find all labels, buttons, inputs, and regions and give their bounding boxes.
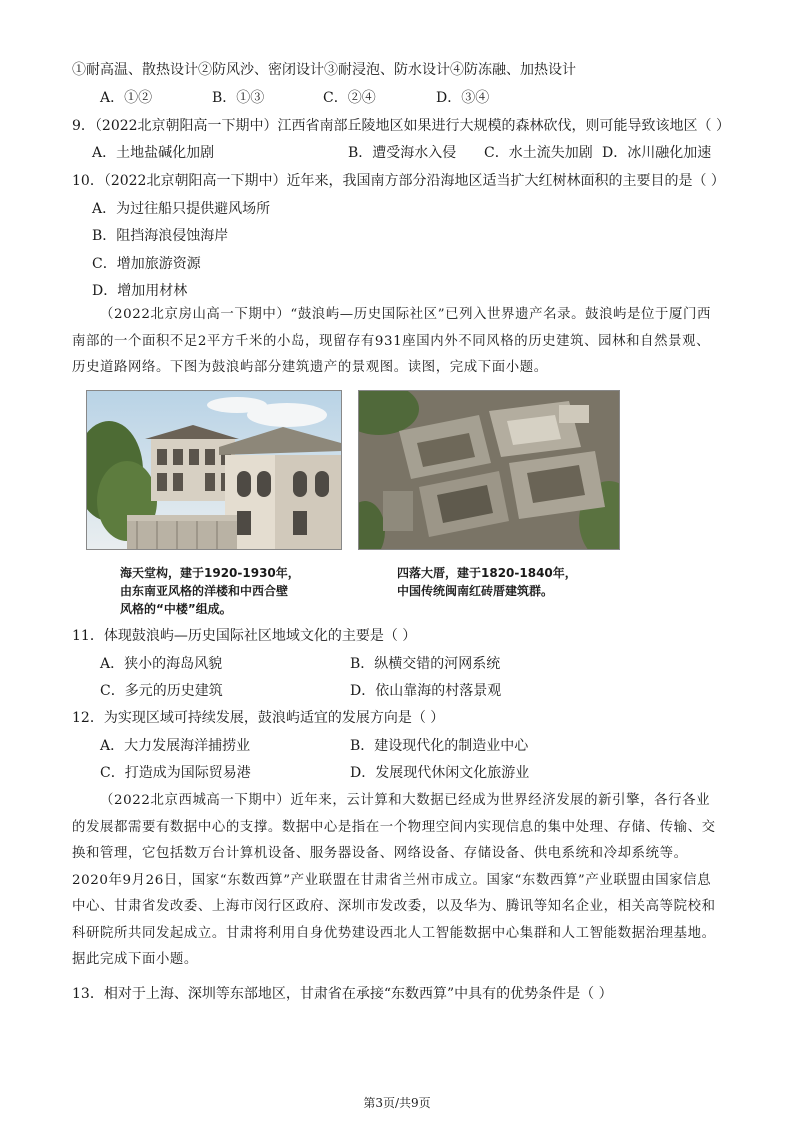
q10-option-d: D．增加用材林 [92, 283, 188, 299]
siluo-dacuo-photo [358, 390, 620, 550]
q8-items: ①耐高温、散热设计②防风沙、密闭设计③耐浸泡、防水设计④防冻融、加热设计 [72, 62, 576, 78]
caption-right-line-2: 中国传统闽南红砖厝建筑群。 [397, 584, 554, 598]
building-photo-illustration [87, 391, 341, 549]
q11-option-d: D．依山靠海的村落景观 [350, 683, 502, 699]
q11-option-c: C．多元的历史建筑 [100, 683, 223, 699]
aerial-photo-illustration [359, 391, 619, 549]
passage-east-data-west-compute: （2022北京西城高一下期中）近年来，云计算和大数据已经成为世界经济发展的新引擎，各行各业的发展都需要有数据中心的支撑。数据中心是指在一个物理空间内实现信息的集中处理、存储、传输、交换和管理，它包括数万台计算机设备、服务器设备、网络设备、存储设备、供电系统和冷却系统等。2020年9月26日，国家“东数西算”产业联盟在甘肃省兰州市成立。国家“东数西算”产业联盟由国家信息中心、甘肃省发改委、上海市闵行区政府、深圳市发改委，以及华为、腾讯等知名企业，相关高等院校和科研院所共同发起成立。甘肃将利用自身优势建设西北人工智能数据中心集群和人工智能数据治理基地。据此完成下面小题。 [72, 793, 716, 967]
q9-stem: 9．（2022北京朝阳高一下期中）江西省南部丘陵地区如果进行大规模的森林砍伐，则可能导致该地区（ ） [72, 118, 730, 134]
q8-option-b: B．①③ [212, 90, 265, 106]
q12-option-c: C．打造成为国际贸易港 [100, 765, 251, 781]
q12-stem: 12．为实现区域可持续发展，鼓浪屿适宜的发展方向是（ ） [72, 710, 445, 726]
caption-left-line-1: 海天堂构，建于1920-1930年， [120, 566, 300, 580]
passage-gulangyu: （2022北京房山高一下期中）“鼓浪屿—历史国际社区”已列入世界遗产名录。鼓浪屿是位于厦门西南部的一个面积不足2平方千米的小岛，现留存有931座国内外不同风格的历史建筑、园林和自然景观、历史道路网络。下图为鼓浪屿部分建筑遗产的景观图。读图，完成下面小题。 [72, 307, 711, 375]
q9-option-c: C．水土流失加剧 [484, 145, 593, 161]
q12-option-a: A．大力发展海洋捕捞业 [100, 738, 251, 754]
q8-option-a: A．①② [100, 90, 153, 106]
q10-stem: 10．（2022北京朝阳高一下期中）近年来，我国南方部分沿海地区适当扩大红树林面积的主要目的是（ ） [72, 173, 725, 189]
page-number: 第3页/共9页 [363, 1096, 431, 1110]
q10-option-b: B．阻挡海浪侵蚀海岸 [92, 228, 229, 244]
caption-left-line-2: 由东南亚风格的洋楼和中西合壁 [120, 584, 289, 598]
q10-option-a: A．为过往船只提供避风场所 [92, 201, 271, 217]
q9-option-b: B．遭受海水入侵 [348, 145, 457, 161]
q12-option-d: D．发展现代休闲文化旅游业 [350, 765, 530, 781]
caption-right-line-1: 四落大厝，建于1820-1840年， [397, 566, 577, 580]
q8-option-d: D．③④ [436, 90, 490, 106]
q11-stem: 11．体现鼓浪屿—历史国际社区地域文化的主要是（ ） [72, 628, 417, 644]
q8-option-c: C．②④ [323, 90, 376, 106]
q11-option-b: B．纵横交错的河网系统 [350, 656, 501, 672]
q9-option-d: D．冰川融化加速 [602, 145, 712, 161]
caption-right [397, 564, 577, 600]
q12-option-b: B．建设现代化的制造业中心 [350, 738, 529, 754]
q11-option-a: A．狭小的海岛风貌 [100, 656, 223, 672]
q9-option-a: A．土地盐碱化加剧 [92, 145, 215, 161]
caption-left [120, 564, 300, 618]
caption-left-line-3: 风格的“中楼”组成。 [120, 602, 232, 616]
q10-option-c: C．增加旅游资源 [92, 256, 201, 272]
q13-stem: 13．相对于上海、深圳等东部地区，甘肃省在承接“东数西算”中具有的优势条件是（ ） [72, 986, 613, 1002]
haitian-tanggou-photo [86, 390, 342, 550]
